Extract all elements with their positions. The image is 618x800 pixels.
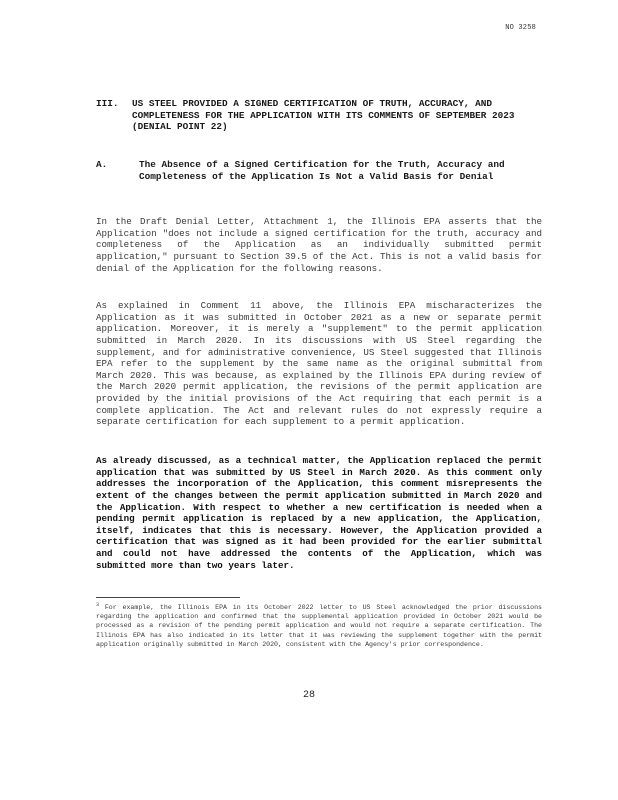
subsection-heading xyxy=(96,159,536,182)
body-paragraph-1: In the Draft Denial Letter, Attachment 1, the Illinois EPA asserts that the Application "does not include a signed certification for the truth, accuracy and completeness of the Application as an individually submitted permit application," pursuant to Section 39.5 of the Act. This is not a valid basis for denial of the Application for the following reasons. xyxy=(96,216,542,274)
footnote-marker: 3 xyxy=(96,601,100,608)
document-reference: NO 3258 xyxy=(505,24,536,32)
footnote-divider xyxy=(96,597,240,598)
footnote xyxy=(96,603,542,649)
section-heading xyxy=(96,98,536,133)
section-title: US STEEL PROVIDED A SIGNED CERTIFICATION OF TRUTH, ACCURACY, AND COMPLETENESS FOR THE APPLICATION WITH ITS COMMENTS OF SEPTEMBER 2023 (DENIAL POINT 22) xyxy=(132,98,515,133)
body-paragraph-2: As explained in Comment 11 above, the Illinois EPA mischaracterizes the Application as it was submitted in October 2021 as a new or separate permit application. Moreover, it is merely a "supplement" to the permit application submitted in March 2020. In its discussions with US Steel regarding the supplement, and for administrative convenience, US Steel suggested that Illinois EPA refer to the supplement by the same name as the original submittal from March 2020. This was because, as explained by the Illinois EPA during review of the March 2020 permit application, the revisions of the permit application are provided by the initial provisions of the Act requiring that each permit is a complete application. The Act and relevant rules do not expressly require a separate certification for each supplement to a permit application. xyxy=(96,300,542,428)
footnote-text: For example, the Illinois EPA in its October 2022 letter to US Steel acknowledged the prior discussions regarding the application and confirmed that the supplemental application provided in October 2021 would be processed as a revision of the pending permit application and would not require a separate certification. The Illinois EPA has also indicated in its letter that it was reviewing the supplement together with the permit application originally submitted in March 2020, consistent with the Agency's prior correspondence. xyxy=(96,604,542,648)
subsection-title: The Absence of a Signed Certification for the Truth, Accuracy and Completeness of the Application Is Not a Valid Basis for Denial xyxy=(139,159,505,182)
subsection-letter: A. xyxy=(96,159,108,170)
page-number: 28 xyxy=(302,690,315,701)
body-paragraph-3: As already discussed, as a technical matter, the Application replaced the permit application that was submitted by US Steel in March 2020. As this comment only addresses the incorporation of the Application, this comment misrepresents the extent of the changes between the permit application submitted in March 2020 and the Application. With respect to whether a new certification is needed when a pending permit application is replaced by a new application, the Application, itself, indicates that this is necessary. However, the Application provided a certification that was signed as it had been provided for the earlier submittal and could not have addressed the contents of the Application, which was submitted more than two years later. xyxy=(96,455,542,571)
section-number: III. xyxy=(96,98,119,109)
